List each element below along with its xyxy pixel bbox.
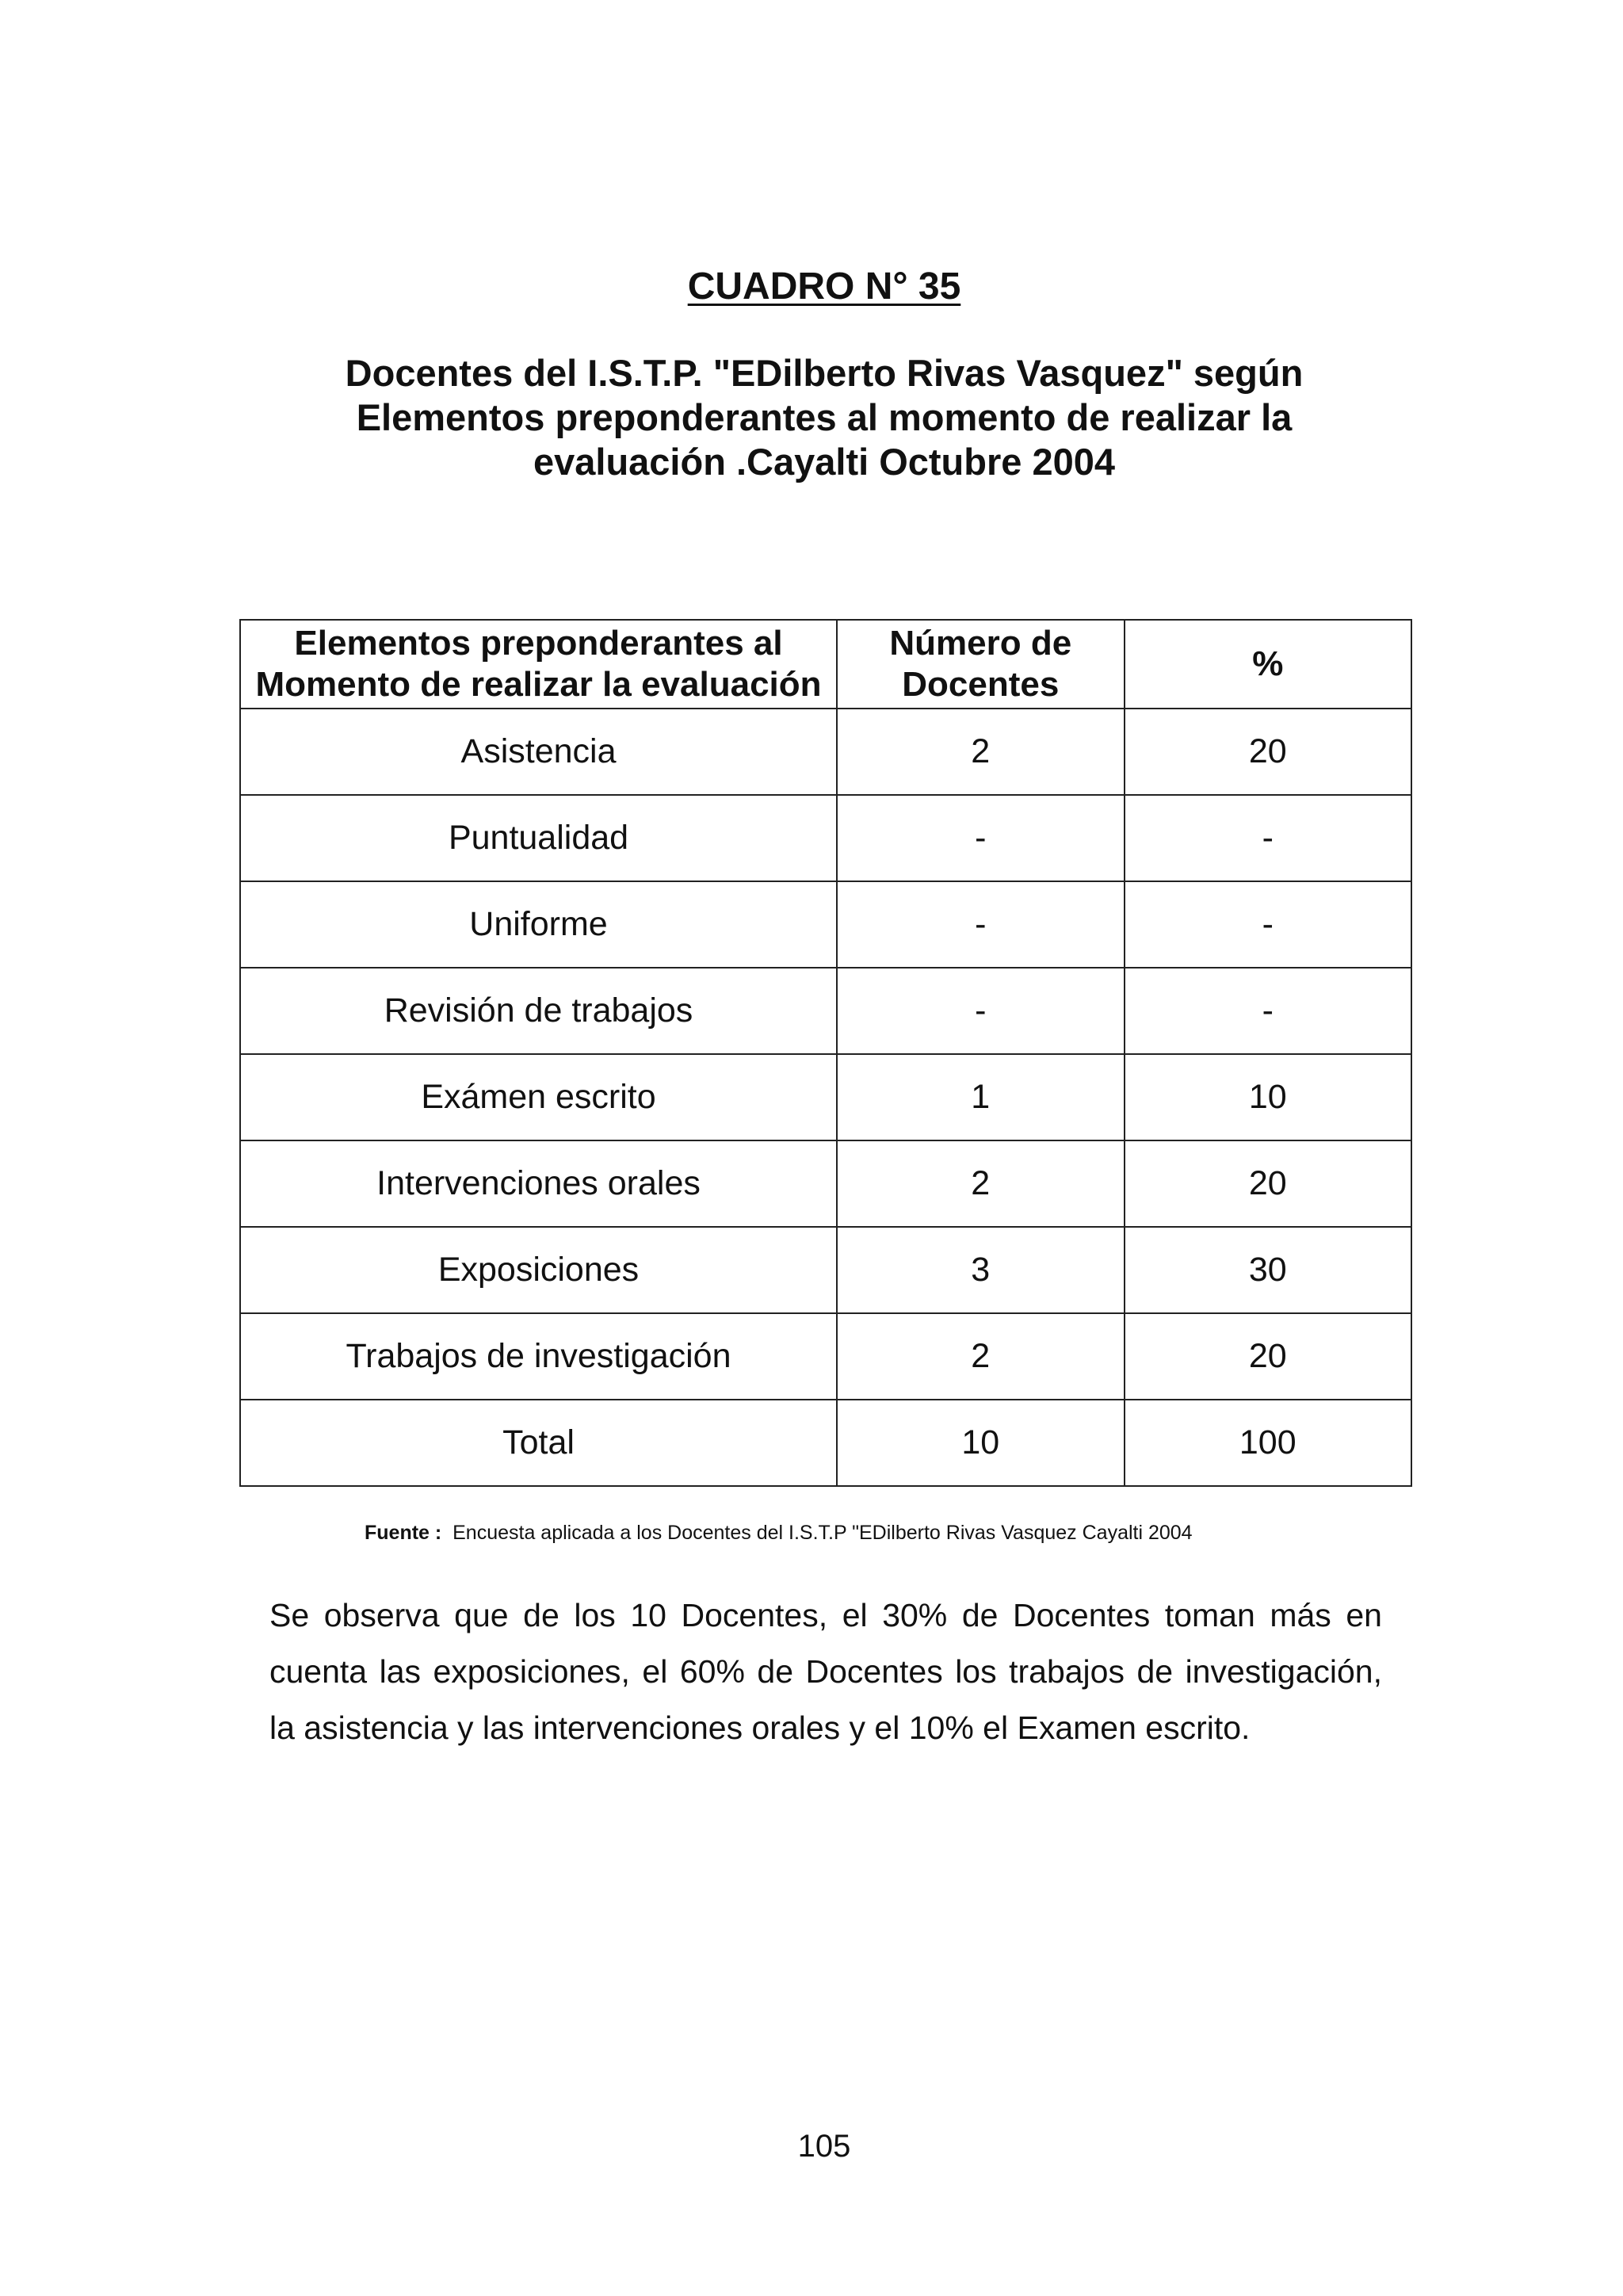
source-label: Fuente : bbox=[365, 1522, 442, 1544]
table-row-total bbox=[240, 1400, 1411, 1486]
title-line: evaluación .Cayalti Octubre 2004 bbox=[533, 441, 1116, 483]
table-header-row bbox=[240, 620, 1411, 709]
table-heading: CUADRO N° 35 bbox=[687, 266, 961, 308]
cell-elemento: Exámen escrito bbox=[240, 1054, 837, 1140]
table-row bbox=[240, 881, 1411, 968]
cell-numero: - bbox=[837, 795, 1124, 881]
column-header-porcentaje: % bbox=[1125, 620, 1412, 709]
cell-numero: 3 bbox=[837, 1227, 1124, 1313]
table-row bbox=[240, 795, 1411, 881]
cell-elemento: Revisión de trabajos bbox=[240, 968, 837, 1054]
cell-porcentaje: 20 bbox=[1125, 709, 1412, 795]
cell-porcentaje: - bbox=[1125, 795, 1412, 881]
cell-porcentaje: 30 bbox=[1125, 1227, 1412, 1313]
table-row bbox=[240, 1140, 1411, 1227]
analysis-line: la asistencia y las intervenciones orales y el 10% el Examen escrito. bbox=[269, 1710, 1251, 1746]
cell-elemento: Trabajos de investigación bbox=[240, 1313, 837, 1400]
source-text: Encuesta aplicada a los Docentes del I.S.T.P "EDilberto Rivas Vasquez Cayalti 2004 bbox=[453, 1522, 1193, 1544]
analysis-paragraph bbox=[269, 1587, 1382, 1756]
table-row bbox=[240, 1313, 1411, 1400]
title-line: Elementos preponderantes al momento de realizar la bbox=[356, 396, 1293, 438]
cell-elemento: Uniforme bbox=[240, 881, 837, 968]
cell-porcentaje: 10 bbox=[1125, 1054, 1412, 1140]
cell-porcentaje: - bbox=[1125, 881, 1412, 968]
table-row bbox=[240, 1054, 1411, 1140]
cell-elemento: Asistencia bbox=[240, 709, 837, 795]
column-header-elementos: Elementos preponderantes al Momento de realizar la evaluación bbox=[240, 620, 837, 709]
cell-elemento: Total bbox=[240, 1400, 837, 1486]
cell-numero: 2 bbox=[837, 1140, 1124, 1227]
analysis-line: cuenta las exposiciones, el 60% de Docentes los trabajos de investigación, bbox=[269, 1653, 1382, 1690]
cell-numero: - bbox=[837, 968, 1124, 1054]
cell-numero: 2 bbox=[837, 1313, 1124, 1400]
cell-elemento: Intervenciones orales bbox=[240, 1140, 837, 1227]
column-header-numero: Número de Docentes bbox=[837, 620, 1124, 709]
data-table bbox=[239, 619, 1412, 1487]
cell-porcentaje: - bbox=[1125, 968, 1412, 1054]
cell-numero: - bbox=[837, 881, 1124, 968]
cell-porcentaje: 100 bbox=[1125, 1400, 1412, 1486]
cell-elemento: Puntualidad bbox=[240, 795, 837, 881]
cell-porcentaje: 20 bbox=[1125, 1140, 1412, 1227]
cell-porcentaje: 20 bbox=[1125, 1313, 1412, 1400]
table-row bbox=[240, 709, 1411, 795]
title-line: Docentes del I.S.T.P. "EDilberto Rivas Vasquez" según bbox=[345, 352, 1304, 394]
cell-numero: 2 bbox=[837, 709, 1124, 795]
analysis-line: Se observa que de los 10 Docentes, el 30% de Docentes toman más en bbox=[269, 1597, 1382, 1633]
table-title bbox=[206, 351, 1442, 484]
table-row bbox=[240, 1227, 1411, 1313]
cell-numero: 10 bbox=[837, 1400, 1124, 1486]
page-number: 105 bbox=[797, 2129, 851, 2164]
source-note bbox=[365, 1522, 1193, 1545]
cell-elemento: Exposiciones bbox=[240, 1227, 837, 1313]
cell-numero: 1 bbox=[837, 1054, 1124, 1140]
table-row bbox=[240, 968, 1411, 1054]
